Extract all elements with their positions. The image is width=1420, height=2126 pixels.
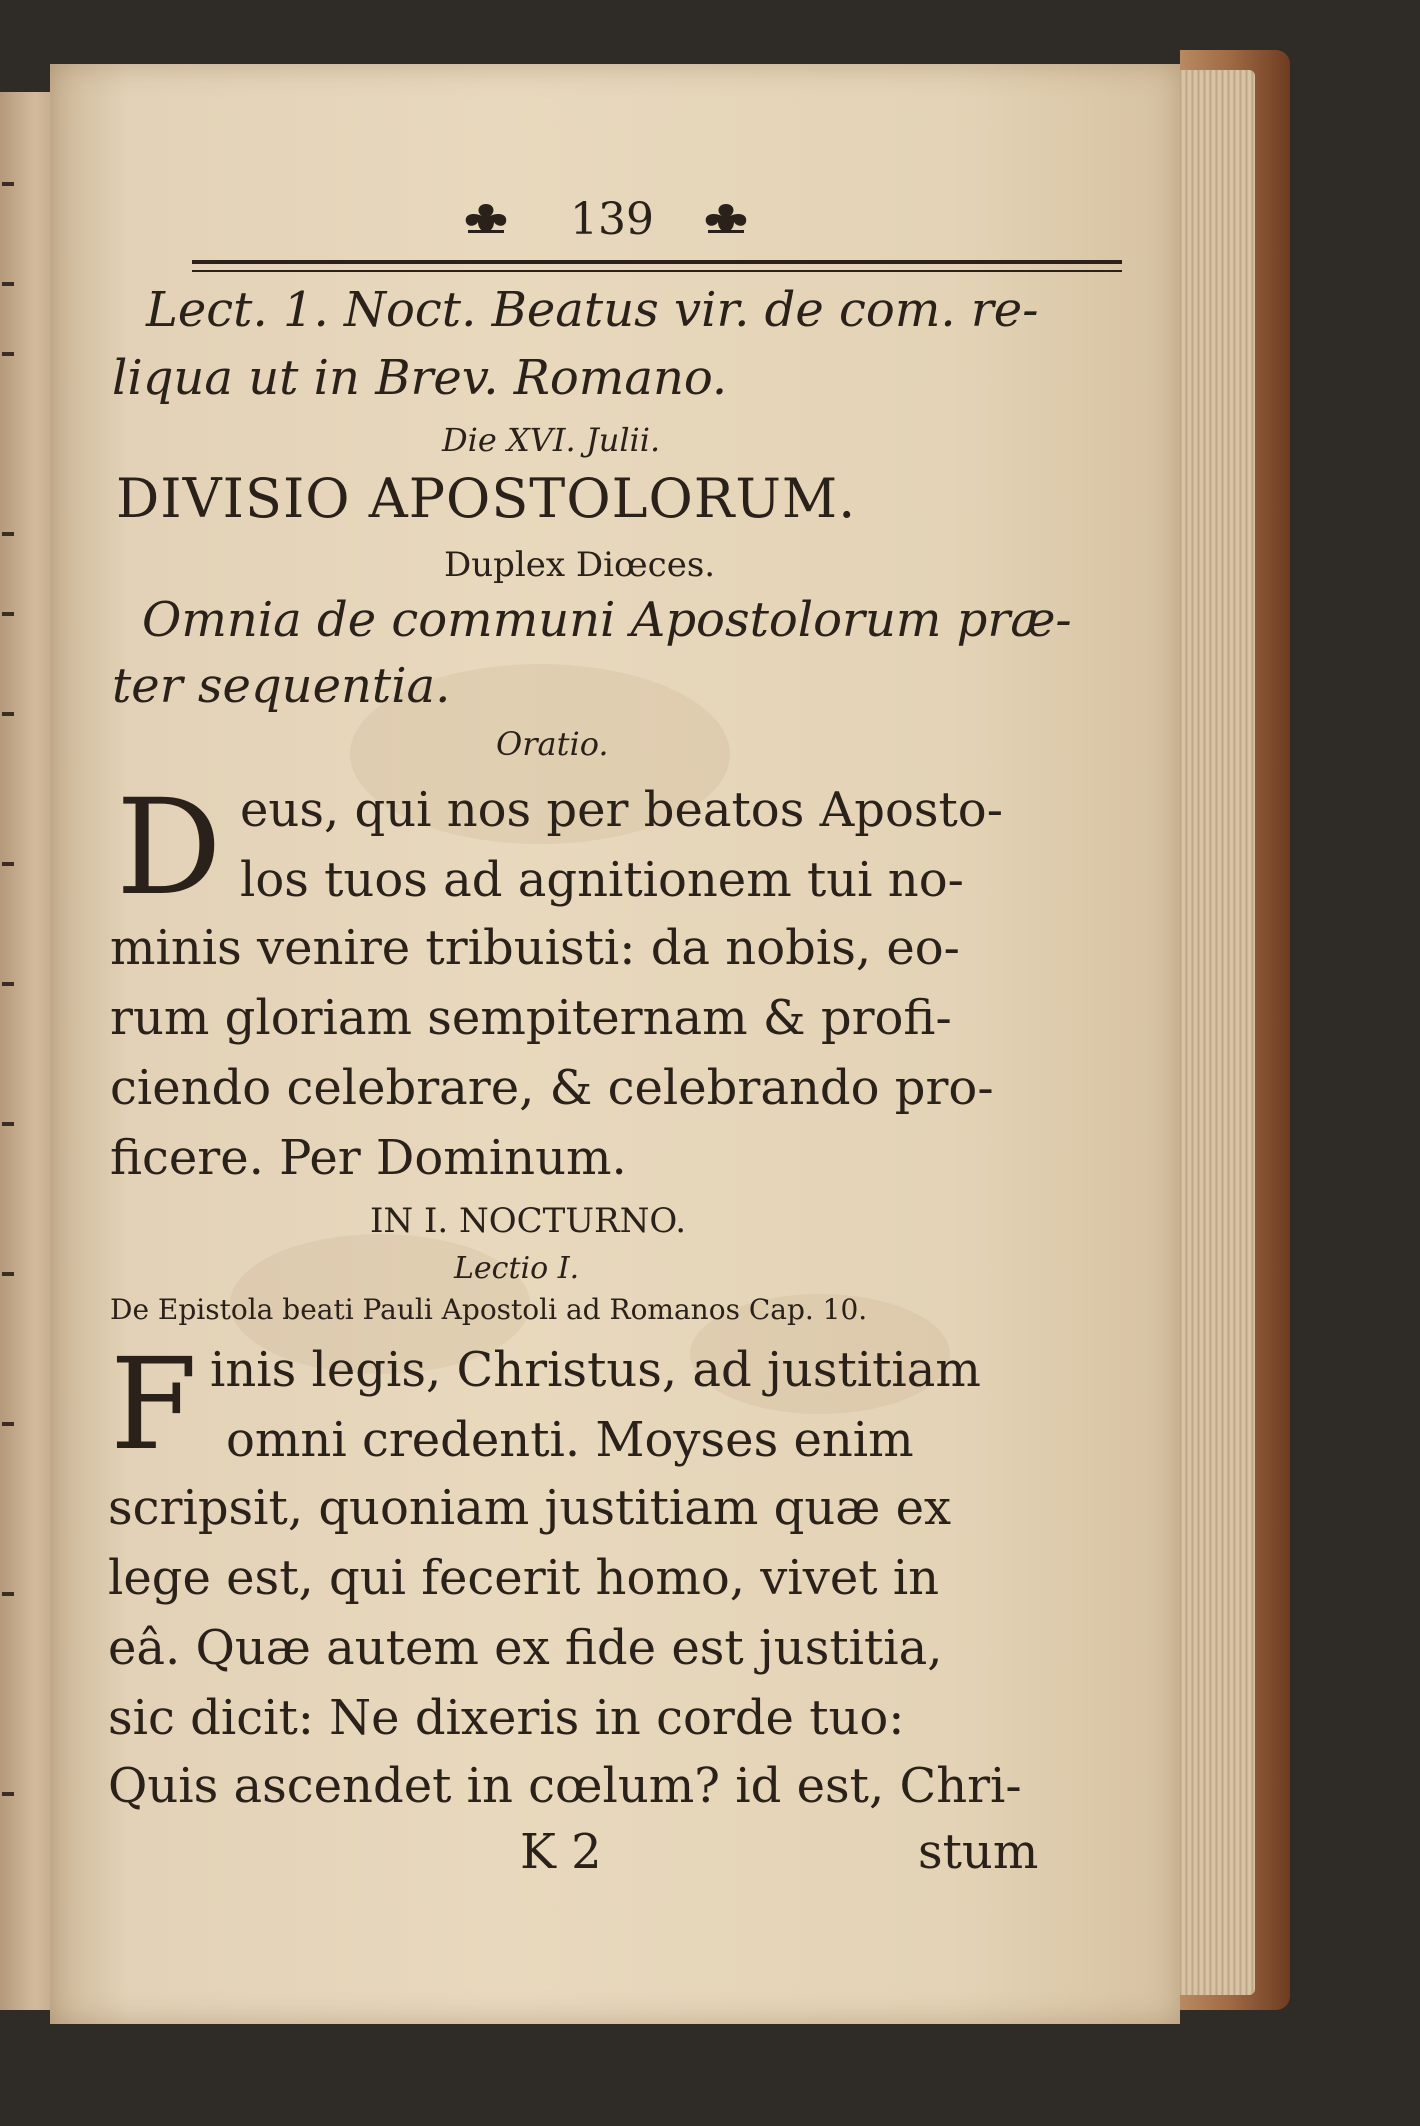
lesson-heading: Lectio I.: [454, 1251, 580, 1286]
section-heading: Oratio.: [496, 725, 609, 763]
text-line: eâ. Quæ autem ex fide est justitia,: [108, 1620, 943, 1676]
text-line: Lect. 1. Noct. Beatus vir. de com. re-: [146, 282, 1039, 338]
text-line: rum gloriam sempiternam & profi-: [110, 990, 952, 1046]
text-line: sic dicit: Ne dixeris in corde tuo:: [108, 1690, 905, 1746]
text-line: liqua ut in Brev. Romano.: [112, 350, 728, 406]
fleuron-ornament-icon: [698, 198, 754, 238]
header-rule: [192, 260, 1122, 264]
text-line: ficere. Per Dominum.: [110, 1130, 627, 1186]
feast-title: DIVISIO APOSTOLORUM.: [116, 467, 857, 530]
drop-cap: F: [110, 1331, 198, 1478]
section-heading: IN I. NOCTURNO.: [370, 1201, 687, 1241]
header-rule: [192, 270, 1122, 272]
text-line: omni credenti. Moyses enim: [226, 1412, 914, 1468]
text-line: scripsit, quoniam justitiam quæ ex: [108, 1480, 952, 1536]
page-edges: [1170, 70, 1255, 1995]
text-line: ter sequentia.: [112, 658, 451, 714]
rank-line: Duplex Diœces.: [444, 545, 716, 585]
text-line: lege est, qui fecerit homo, vivet in: [108, 1550, 940, 1606]
drop-cap: D: [116, 771, 222, 925]
text-line: los tuos ad agnitionem tui no-: [240, 852, 964, 908]
text-line: inis legis, Christus, ad justitiam: [210, 1342, 981, 1398]
text-line: Quis ascendet in cœlum? id est, Chri-: [108, 1758, 1022, 1814]
source-line: De Epistola beati Pauli Apostoli ad Romanos Cap. 10.: [110, 1293, 868, 1326]
text-line: ciendo celebrare, & celebrando pro-: [110, 1060, 994, 1116]
book-page: [50, 64, 1180, 2024]
text-line: minis venire tribuisti: da nobis, eo-: [110, 920, 960, 976]
text-line: Omnia de communi Apostolorum præ-: [142, 592, 1072, 648]
text-line: eus, qui nos per beatos Aposto-: [240, 782, 1003, 838]
fleuron-ornament-icon: [458, 198, 514, 238]
catchword: stum: [918, 1824, 1039, 1880]
page-number: 139: [570, 194, 654, 245]
date-heading: Die XVI. Julii.: [442, 421, 661, 459]
signature-mark: K 2: [520, 1824, 602, 1880]
